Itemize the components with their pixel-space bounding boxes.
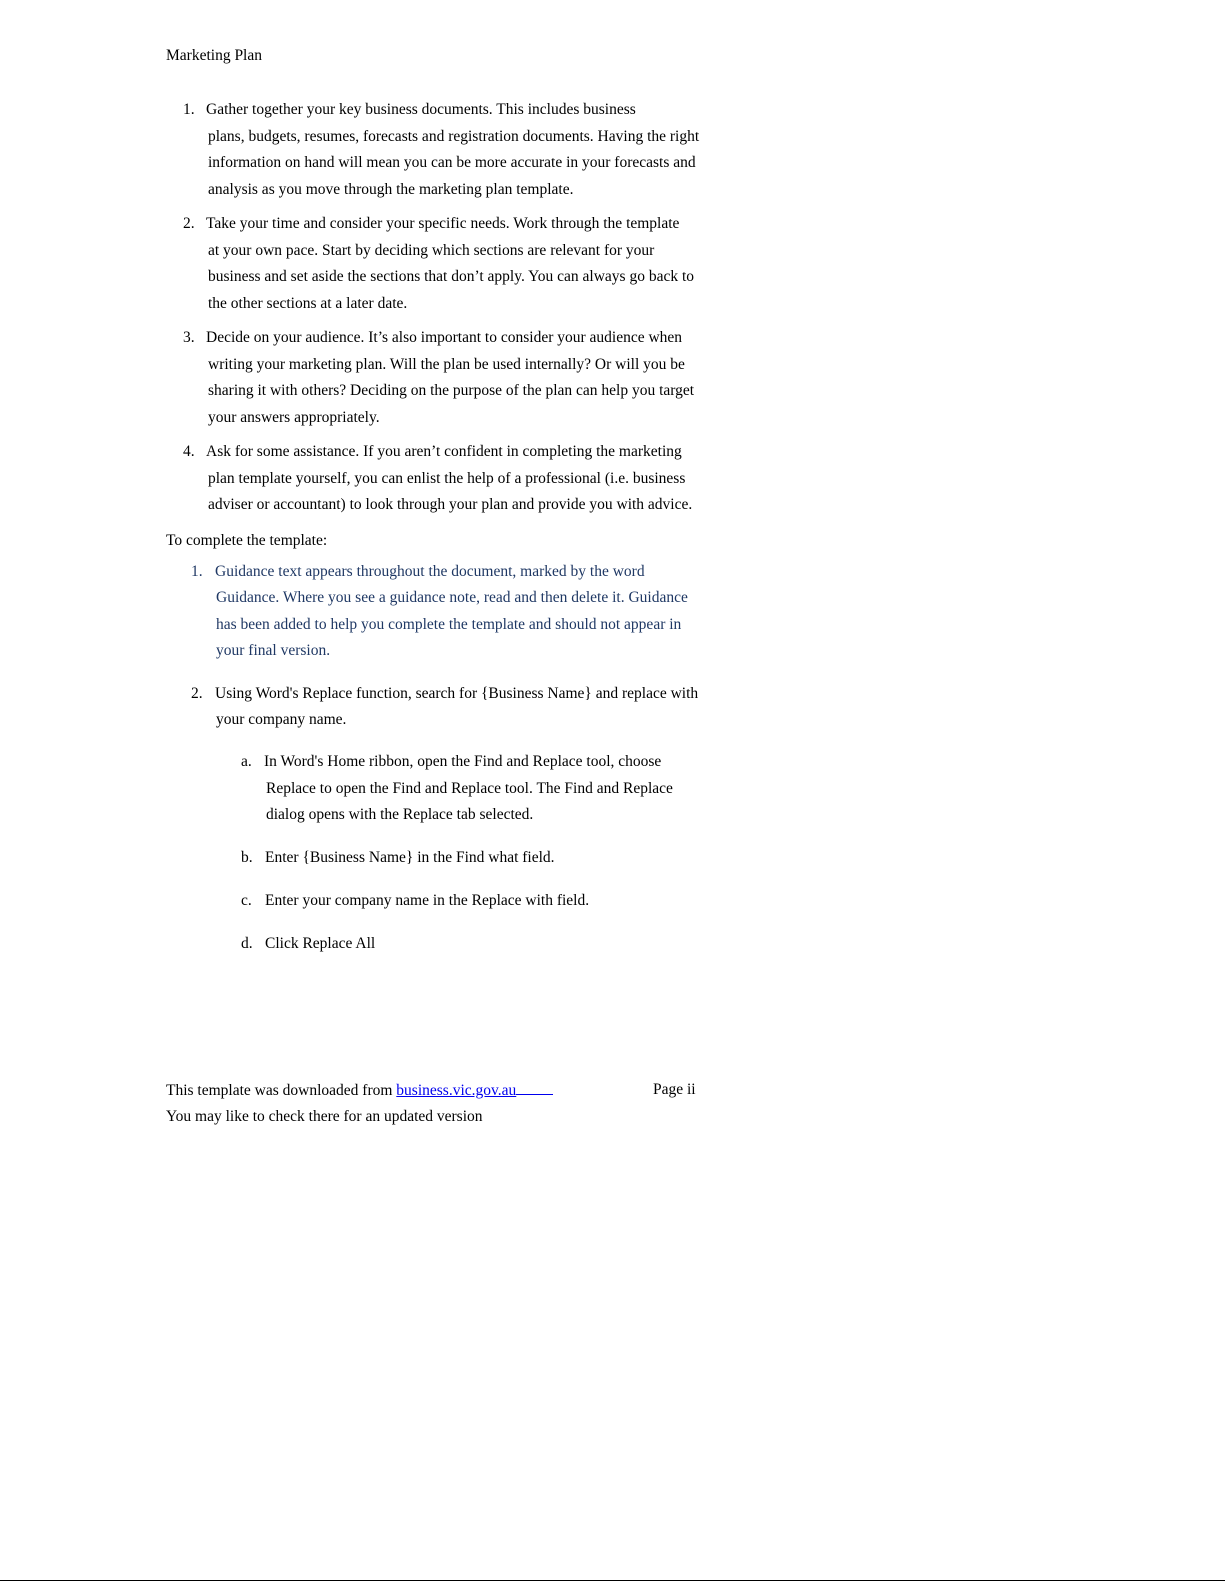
list-item-line: your company name. bbox=[216, 711, 347, 728]
list-item-line: Enter {Business Name} in the Find what field. bbox=[265, 849, 555, 866]
list-item-line: your final version. bbox=[216, 641, 331, 659]
list-item-letter: d. bbox=[241, 935, 253, 952]
list-item-line: Enter your company name in the Replace with field. bbox=[265, 892, 590, 909]
list-item-number: 2. bbox=[191, 685, 203, 702]
list-item-line: plan template yourself, you can enlist the help of a professional (i.e. business bbox=[208, 469, 686, 487]
list-item-line: has been added to help you complete the template and should not appear in bbox=[216, 615, 682, 633]
list-item-line: Gather together your key business documents. This includes business bbox=[206, 101, 636, 118]
list-item-line: business and set aside the sections that don’t apply. You can always go back to bbox=[208, 268, 695, 285]
complete-heading: To complete the template: bbox=[166, 532, 328, 549]
list-item-line: writing your marketing plan. Will the plan be used internally? Or will you be bbox=[208, 355, 685, 373]
footer-download-text: This template was downloaded from bbox=[166, 1082, 397, 1099]
list-item-line: Take your time and consider your specific needs. Work through the template bbox=[206, 215, 680, 232]
list-item-line: Decide on your audience. It’s also important to consider your audience when bbox=[206, 329, 683, 346]
list-item-number: 1. bbox=[191, 563, 203, 580]
list-item-number: 1. bbox=[183, 101, 195, 118]
footer-download-line bbox=[166, 1080, 553, 1101]
list-item-number: 4. bbox=[183, 443, 195, 460]
list-item-line: Replace to open the Find and Replace tool. The Find and Replace bbox=[266, 779, 673, 797]
list-item-letter: a. bbox=[241, 753, 252, 770]
list-item-line: at your own pace. Start by deciding which sections are relevant for your bbox=[208, 241, 655, 259]
list-item-letter: c. bbox=[241, 892, 252, 909]
footer-link[interactable]: business.vic.gov.au bbox=[396, 1082, 517, 1099]
list-item-number: 2. bbox=[183, 215, 195, 232]
list-item-line: plans, budgets, resumes, forecasts and registration documents. Having the right bbox=[208, 127, 700, 145]
list-item-line: analysis as you move through the marketing plan template. bbox=[208, 180, 574, 198]
list-item-line: Guidance. Where you see a guidance note, read and then delete it. Guidance bbox=[216, 589, 688, 606]
footer-page-number: Page ii bbox=[653, 1081, 696, 1098]
list-item-line: Click Replace All bbox=[265, 935, 376, 952]
list-item-line: your answers appropriately. bbox=[208, 408, 380, 426]
list-item-line: Using Word's Replace function, search for {Business Name} and replace with bbox=[215, 685, 699, 702]
footer-link-underline bbox=[516, 1080, 553, 1095]
list-item-number: 3. bbox=[183, 329, 195, 346]
list-item-letter: b. bbox=[241, 849, 253, 866]
list-item-line: dialog opens with the Replace tab selected. bbox=[266, 806, 534, 823]
list-item-line: adviser or accountant) to look through your plan and provide you with advice. bbox=[208, 496, 693, 513]
list-item-line: Ask for some assistance. If you aren’t confident in completing the marketing bbox=[206, 443, 682, 460]
list-item-line: Guidance text appears throughout the document, marked by the word bbox=[215, 563, 645, 580]
footer-update-note: You may like to check there for an updated version bbox=[166, 1108, 483, 1125]
list-item-line: the other sections at a later date. bbox=[208, 294, 408, 312]
list-item-line: In Word's Home ribbon, open the Find and Replace tool, choose bbox=[264, 753, 662, 770]
list-item-line: sharing it with others? Deciding on the purpose of the plan can help you target bbox=[208, 382, 695, 399]
list-item-line: information on hand will mean you can be more accurate in your forecasts and bbox=[208, 154, 696, 171]
page-header-title: Marketing Plan bbox=[166, 47, 262, 64]
